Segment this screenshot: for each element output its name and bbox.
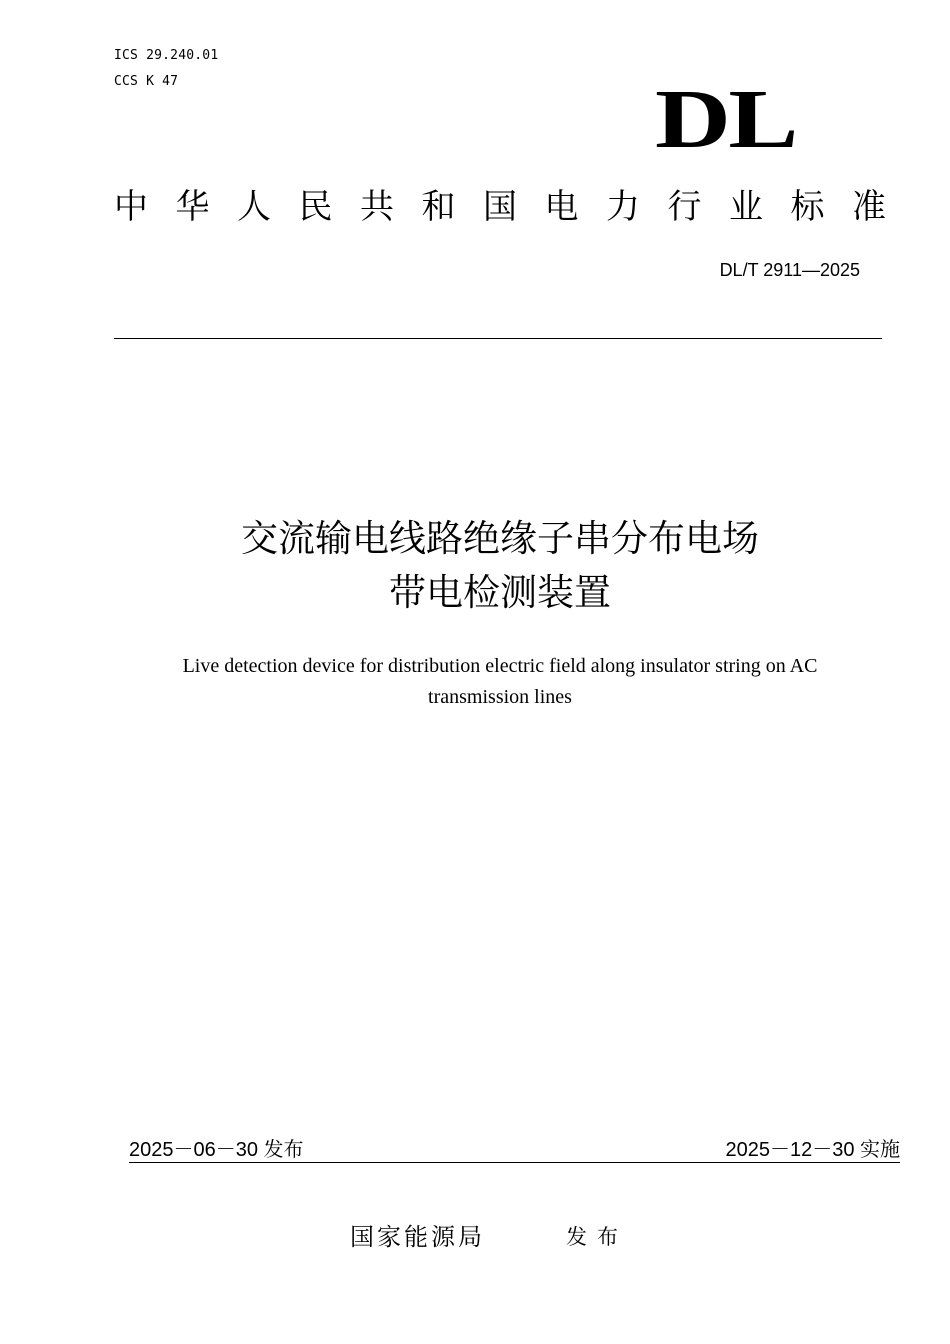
standard-type-char: 准: [852, 187, 886, 227]
standard-number: DL/T 2911—2025: [719, 260, 860, 280]
footer-divider: [129, 1162, 900, 1163]
standard-type-char: 和: [421, 187, 456, 227]
ccs-code: CCS K 47: [114, 74, 179, 89]
standard-type-char: 人: [237, 187, 271, 227]
standard-type-char: 业: [729, 187, 763, 227]
standard-type-char: 国: [483, 187, 517, 227]
dl-logo: DL: [655, 73, 796, 166]
standard-type-char: 力: [606, 187, 640, 227]
publisher-name: 国家能源局: [350, 1223, 485, 1251]
publish-label: 发布: [566, 1225, 628, 1249]
ics-code: ICS 29.240.01: [114, 48, 219, 63]
standard-type-char: 标: [790, 187, 825, 227]
standard-type-char: 共: [360, 187, 394, 227]
issue-date: 2025－06－30 发布: [129, 1139, 304, 1161]
header-divider: [114, 338, 882, 339]
title-cn-line2: 带电检测装置: [389, 571, 611, 614]
standard-type-char: 中: [114, 187, 148, 227]
standard-type-char: 电: [544, 187, 579, 227]
standard-type-char: 民: [298, 187, 333, 227]
standard-type-char: 行: [667, 187, 702, 227]
title-cn-line1: 交流输电线路绝缘子串分布电场: [241, 517, 759, 560]
implementation-date: 2025－12－30 实施: [725, 1139, 900, 1161]
title-en-line2: transmission lines: [428, 686, 572, 708]
standard-type-title: [114, 185, 886, 229]
title-en-line1: Live detection device for distribution electric field along insulator string on AC: [182, 655, 818, 677]
standard-type-char: 华: [175, 187, 210, 227]
